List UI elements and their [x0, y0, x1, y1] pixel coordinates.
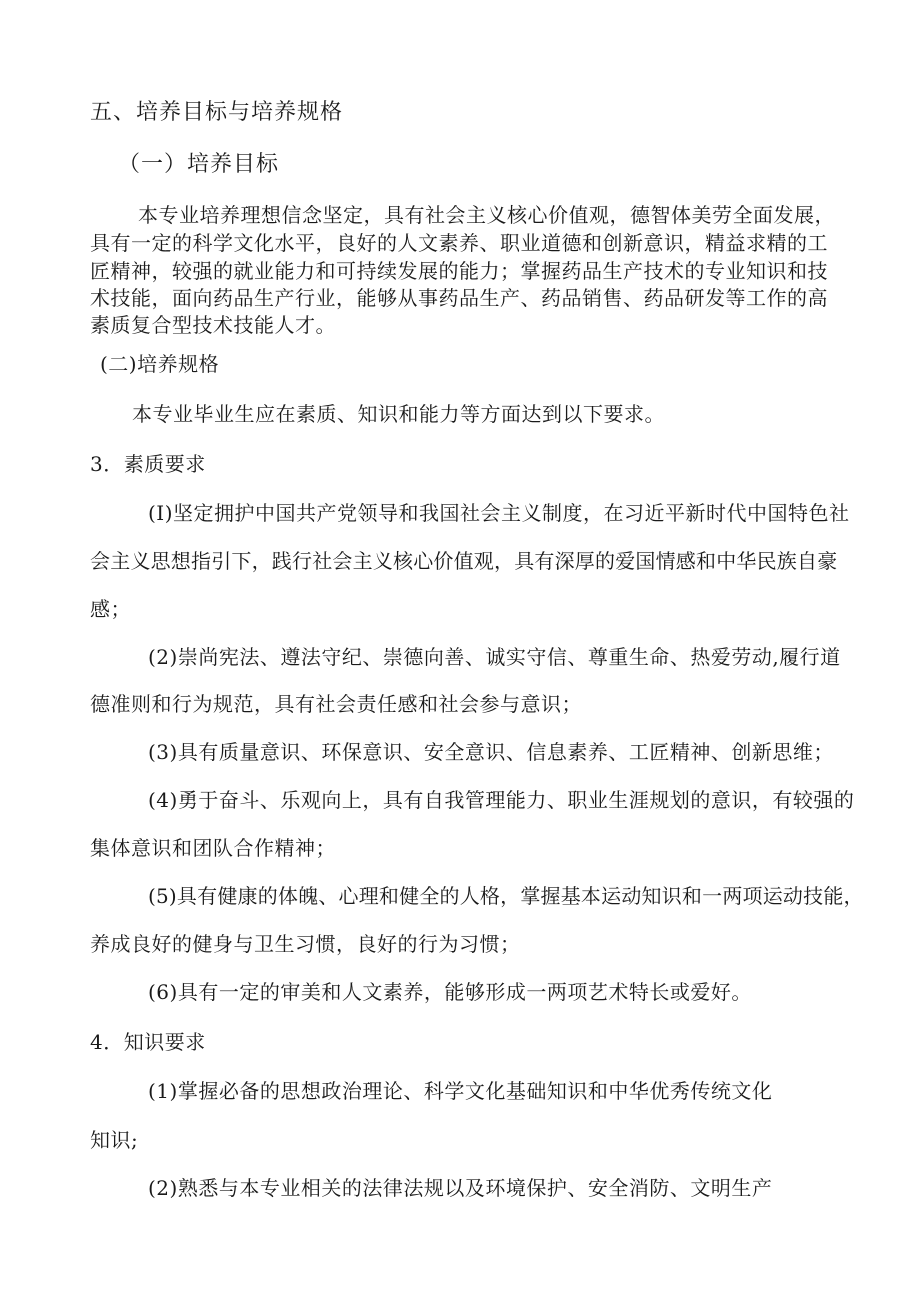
quality-item-5-line: 养成良好的健身与卫生习惯，良好的行为习惯； [90, 932, 521, 956]
quality-item-6: (6)具有一定的审美和人文素养，能够形成一两项艺术特长或爱好。 [148, 980, 752, 1004]
knowledge-item-1-line: (1)掌握必备的思想政治理论、科学文化基础知识和中华优秀传统文化 [148, 1079, 773, 1103]
knowledge-item-1-line: 知识; [90, 1128, 139, 1152]
goal-paragraph-line: 具有一定的科学文化水平，良好的人文素养、职业道德和创新意识，精益求精的工 [90, 231, 828, 255]
main-heading: 五、培养目标与培养规格 [90, 100, 344, 125]
goal-paragraph-line: 本专业培养理想信念坚定，具有社会主义核心价值观，德智体美劳全面发展， [138, 203, 835, 227]
goal-paragraph-line: 素质复合型技术技能人才。 [90, 313, 336, 337]
quality-item-1-line: (I)坚定拥护中国共产党领导和我国社会主义制度，在习近平新时代中国特色社 [148, 501, 850, 525]
quality-item-1-line: 感； [90, 597, 131, 621]
quality-item-4-line: 集体意识和团队合作精神； [90, 836, 336, 860]
goal-paragraph-line: 术技能，面向药品生产行业，能够从事药品生产、药品销售、药品研发等工作的高 [90, 286, 828, 310]
spec-intro: 本专业毕业生应在素质、知识和能力等方面达到以下要求。 [132, 402, 665, 426]
goal-section-title: （一）培养目标 [118, 152, 280, 177]
quality-heading: 3．素质要求 [90, 452, 206, 476]
spec-section-title: (二)培养规格 [100, 352, 220, 376]
quality-item-5-line: (5)具有健康的体魄、心理和健全的人格，掌握基本运动知识和一两项运动技能， [148, 884, 864, 908]
quality-item-1-line: 会主义思想指引下，践行社会主义核心价值观，具有深厚的爱国情感和中华民族自豪 [90, 549, 838, 573]
goal-paragraph-line: 匠精神，较强的就业能力和可持续发展的能力；掌握药品生产技术的专业知识和技 [90, 259, 828, 283]
knowledge-heading: 4．知识要求 [90, 1030, 206, 1054]
quality-item-2-line: (2)崇尚宪法、遵法守纪、崇德向善、诚实守信、尊重生命、热爱劳动,履行道 [148, 645, 841, 669]
quality-item-3: (3)具有质量意识、环保意识、安全意识、信息素养、工匠精神、创新思维； [148, 740, 834, 764]
quality-item-2-line: 德准则和行为规范，具有社会责任感和社会参与意识； [90, 692, 582, 716]
quality-item-4-line: (4)勇于奋斗、乐观向上，具有自我管理能力、职业生涯规划的意识，有较强的 [148, 788, 855, 812]
knowledge-item-2: (2)熟悉与本专业相关的法律法规以及环境保护、安全消防、文明生产 [148, 1176, 773, 1200]
